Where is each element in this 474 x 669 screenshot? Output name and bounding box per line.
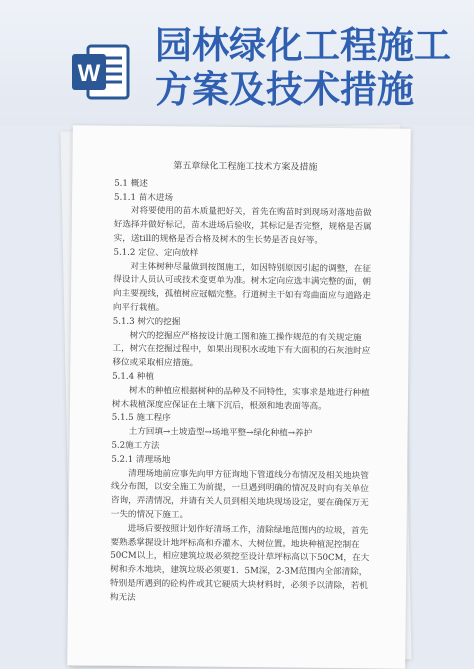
word-document-icon <box>68 40 132 104</box>
paragraph: 树木的种植应根据树种的品种及不同特性，实事求是地进行种植树木栽植深度应保证在土壤下沉后，根颈和地表面等高。 <box>111 385 370 412</box>
section-heading: 5.1.1 苗木进场 <box>114 192 174 203</box>
document-heading: 第五章绿化工程施工技术方案及措施 <box>173 161 318 173</box>
document-page <box>67 125 411 669</box>
section-heading: 土方回填→土坡造型→场地平整→绿化种植→养护 <box>128 426 313 439</box>
paragraph: 对主体树种尽量做到按图施工，如因特别原因引起的调整，在征得设计人员认可或技术变更单为准。树木定向应选丰满完整的面，朝向主要视线，孤植树应冠幅完整。行道树主干如有弯曲面应与道路走向平行栽植。 <box>112 261 372 314</box>
paragraph: 进场后要按照计划作好清场工作，清除绿地范围内的垃圾，首先要熟悉掌握设计地坪标高和乔灌木、大树位置。地块种植泥控制在50CM以上，相应建筑垃圾必须挖至设计草坪标高以下50CM，在大树和乔木地块，建筑垃圾必须要1．5M深，2-3M范围内全部清除，特别是所遇到的砼构件或其它硬质大块材料时，必须予以清除，若机构无法 <box>109 523 370 603</box>
section-heading: 5.1.5 施工程序 <box>111 413 171 424</box>
paragraph: 对将要使用的苗木质量把好关，首先在购苗时到现场对落地苗做好选择并做好标记，苗木进场后验收，其标记是否完整，规格是否属实，送till的规格是否合格及树木的生长势是否良好等。 <box>113 206 372 246</box>
section-heading: 5.1.4 种植 <box>112 371 155 383</box>
paragraph: 树穴的挖掘应严格按设计施工图和施工操作规范的有关规定施工，树穴在挖掘过程中，如果出现积水或地下有大面积的石灰池时应移位或采取相应措施。 <box>112 330 371 369</box>
banner-title-line1: 园林绿化工程施工 <box>155 24 451 67</box>
banner-title <box>155 24 465 112</box>
word-icon-letter: W <box>77 60 101 87</box>
document-paragraphs <box>110 177 376 607</box>
section-heading: 5.2施工方法 <box>111 440 160 452</box>
section-heading: 5.1.2 定位、定向放样 <box>113 247 199 259</box>
banner-title-line2: 方案及技术措施 <box>155 68 414 111</box>
document-body <box>110 160 377 608</box>
section-heading: 5.1.3 树穴的挖掘 <box>112 316 181 328</box>
paragraph: 清理场地前应事先向甲方征询地下管道线分布情况及相关地块管线分布图，以安全施工为前提，一旦遇到明确的情况及时向有关单位咨询，弄清情况，并请有关人员到相关地块现场设定，要在确保万无一失的情况下施工。 <box>110 468 369 521</box>
banner <box>0 0 474 125</box>
section-heading: 5.1 概述 <box>114 178 148 189</box>
section-heading: 5.2.1 清理场地 <box>111 454 171 466</box>
